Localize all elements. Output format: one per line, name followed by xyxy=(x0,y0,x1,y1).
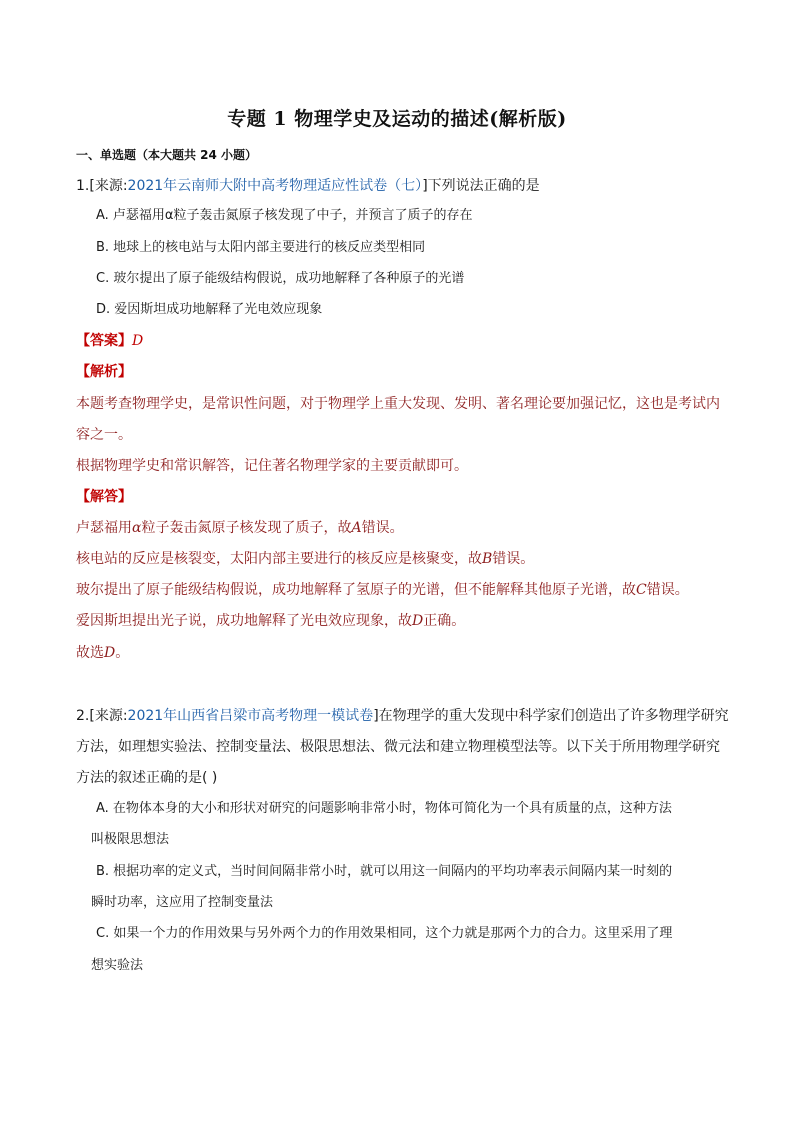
option-a: A. 卢瑟福用α粒子轰击氮原子核发现了中子，并预言了质子的存在 xyxy=(96,208,473,223)
solution-text: 核电站的反应是核裂变，太阳内部主要进行的核反应是核聚变，故 xyxy=(76,551,482,567)
analysis-tag: 【解析】 xyxy=(76,364,132,380)
analysis-line: 本题考查物理学史，是常识性问题，对于物理学上重大发现、发明、著名理论要加强记忆，这也是考试内 xyxy=(76,396,720,412)
source-prefix: [来源: xyxy=(89,178,128,194)
analysis-heading xyxy=(76,362,132,382)
solution-text: 玻尔提出了原子能级结构假说，成功地解释了氢原子的光谱，但不能解释其他原子光谱，故 xyxy=(76,582,636,598)
option-ref: D xyxy=(412,613,424,629)
question-number: 1. xyxy=(76,178,90,194)
source-suffix: ] xyxy=(422,178,428,194)
option-c: C. 如果一个力的作用效果与另外两个力的作用效果相同，这个力就是那两个力的合力。这里采用了理 xyxy=(96,926,673,941)
option-ref: C xyxy=(636,582,647,598)
option-d: D. 爱因斯坦成功地解释了光电效应现象 xyxy=(96,302,323,317)
solution-line xyxy=(76,549,534,569)
section-heading: 一、单选题（本大题共 24 小题） xyxy=(76,148,258,162)
option-a: A. 在物体本身的大小和形状对研究的问题影响非常小时，物体可简化为一个具有质量的点，这种方法 xyxy=(96,801,672,816)
solution-text: 爱因斯坦提出光子说，成功地解释了光电效应现象，故 xyxy=(76,613,412,629)
solution-heading xyxy=(76,487,132,507)
option-c: C. 玻尔提出了原子能级结构假说，成功地解释了各种原子的光谱 xyxy=(96,271,465,286)
question-stem: 在物理学的重大发现中科学家们创造出了许多物理学研究 xyxy=(378,708,729,724)
question-1-stem xyxy=(76,176,540,196)
option-ref: D xyxy=(104,645,116,661)
conclusion-line xyxy=(76,643,129,663)
option-b: B. 地球上的核电站与太阳内部主要进行的核反应类型相同 xyxy=(96,240,426,255)
answer-line xyxy=(76,331,143,351)
solution-tag: 【解答】 xyxy=(76,489,132,505)
solution-text: 粒子轰击氮原子核发现了质子，故 xyxy=(141,520,352,536)
question-stem-line: 方法的叙述正确的是( ) xyxy=(76,770,218,786)
source-prefix: [来源: xyxy=(89,708,128,724)
question-number: 2. xyxy=(76,708,90,724)
option-ref: A xyxy=(351,520,362,536)
solution-text: 错误。 xyxy=(361,520,404,536)
page-title: 专题 1 物理学史及运动的描述(解析版) xyxy=(227,108,567,130)
solution-line xyxy=(76,611,465,631)
alpha-symbol: α xyxy=(132,520,142,536)
question-stem-line: 方法，如理想实验法、控制变量法、极限思想法、微元法和建立物理模型法等。以下关于所用物理学研究 xyxy=(76,739,720,755)
option-b-wrap: 瞬时功率，这应用了控制变量法 xyxy=(91,895,274,910)
solution-text: 错误。 xyxy=(492,551,535,567)
analysis-line: 根据物理学史和常识解答，记住著名物理学家的主要贡献即可。 xyxy=(76,458,468,474)
conclusion-text: 。 xyxy=(115,645,130,661)
answer-value: D xyxy=(132,333,144,349)
conclusion-text: 故选 xyxy=(76,645,104,661)
source-link[interactable]: 2021年云南师大附中高考物理适应性试卷（七） xyxy=(127,178,423,194)
option-c-wrap: 想实验法 xyxy=(91,958,144,973)
solution-line xyxy=(76,518,404,538)
option-b: B. 根据功率的定义式，当时间间隔非常小时，就可以用这一间隔内的平均功率表示间隔内某一时刻的 xyxy=(96,864,673,879)
solution-text: 正确。 xyxy=(423,613,466,629)
source-suffix: ] xyxy=(373,708,379,724)
source-link[interactable]: 2021年山西省吕梁市高考物理一模试卷 xyxy=(127,708,374,724)
question-stem: 下列说法正确的是 xyxy=(427,178,540,194)
question-2-stem xyxy=(76,706,729,726)
solution-text: 错误。 xyxy=(646,582,689,598)
solution-line xyxy=(76,580,689,600)
solution-text: 卢瑟福用 xyxy=(76,520,132,536)
answer-tag: 【答案】 xyxy=(76,333,132,349)
option-ref: B xyxy=(482,551,493,567)
analysis-line: 容之一。 xyxy=(76,427,132,443)
option-a-wrap: 叫极限思想法 xyxy=(91,832,170,847)
